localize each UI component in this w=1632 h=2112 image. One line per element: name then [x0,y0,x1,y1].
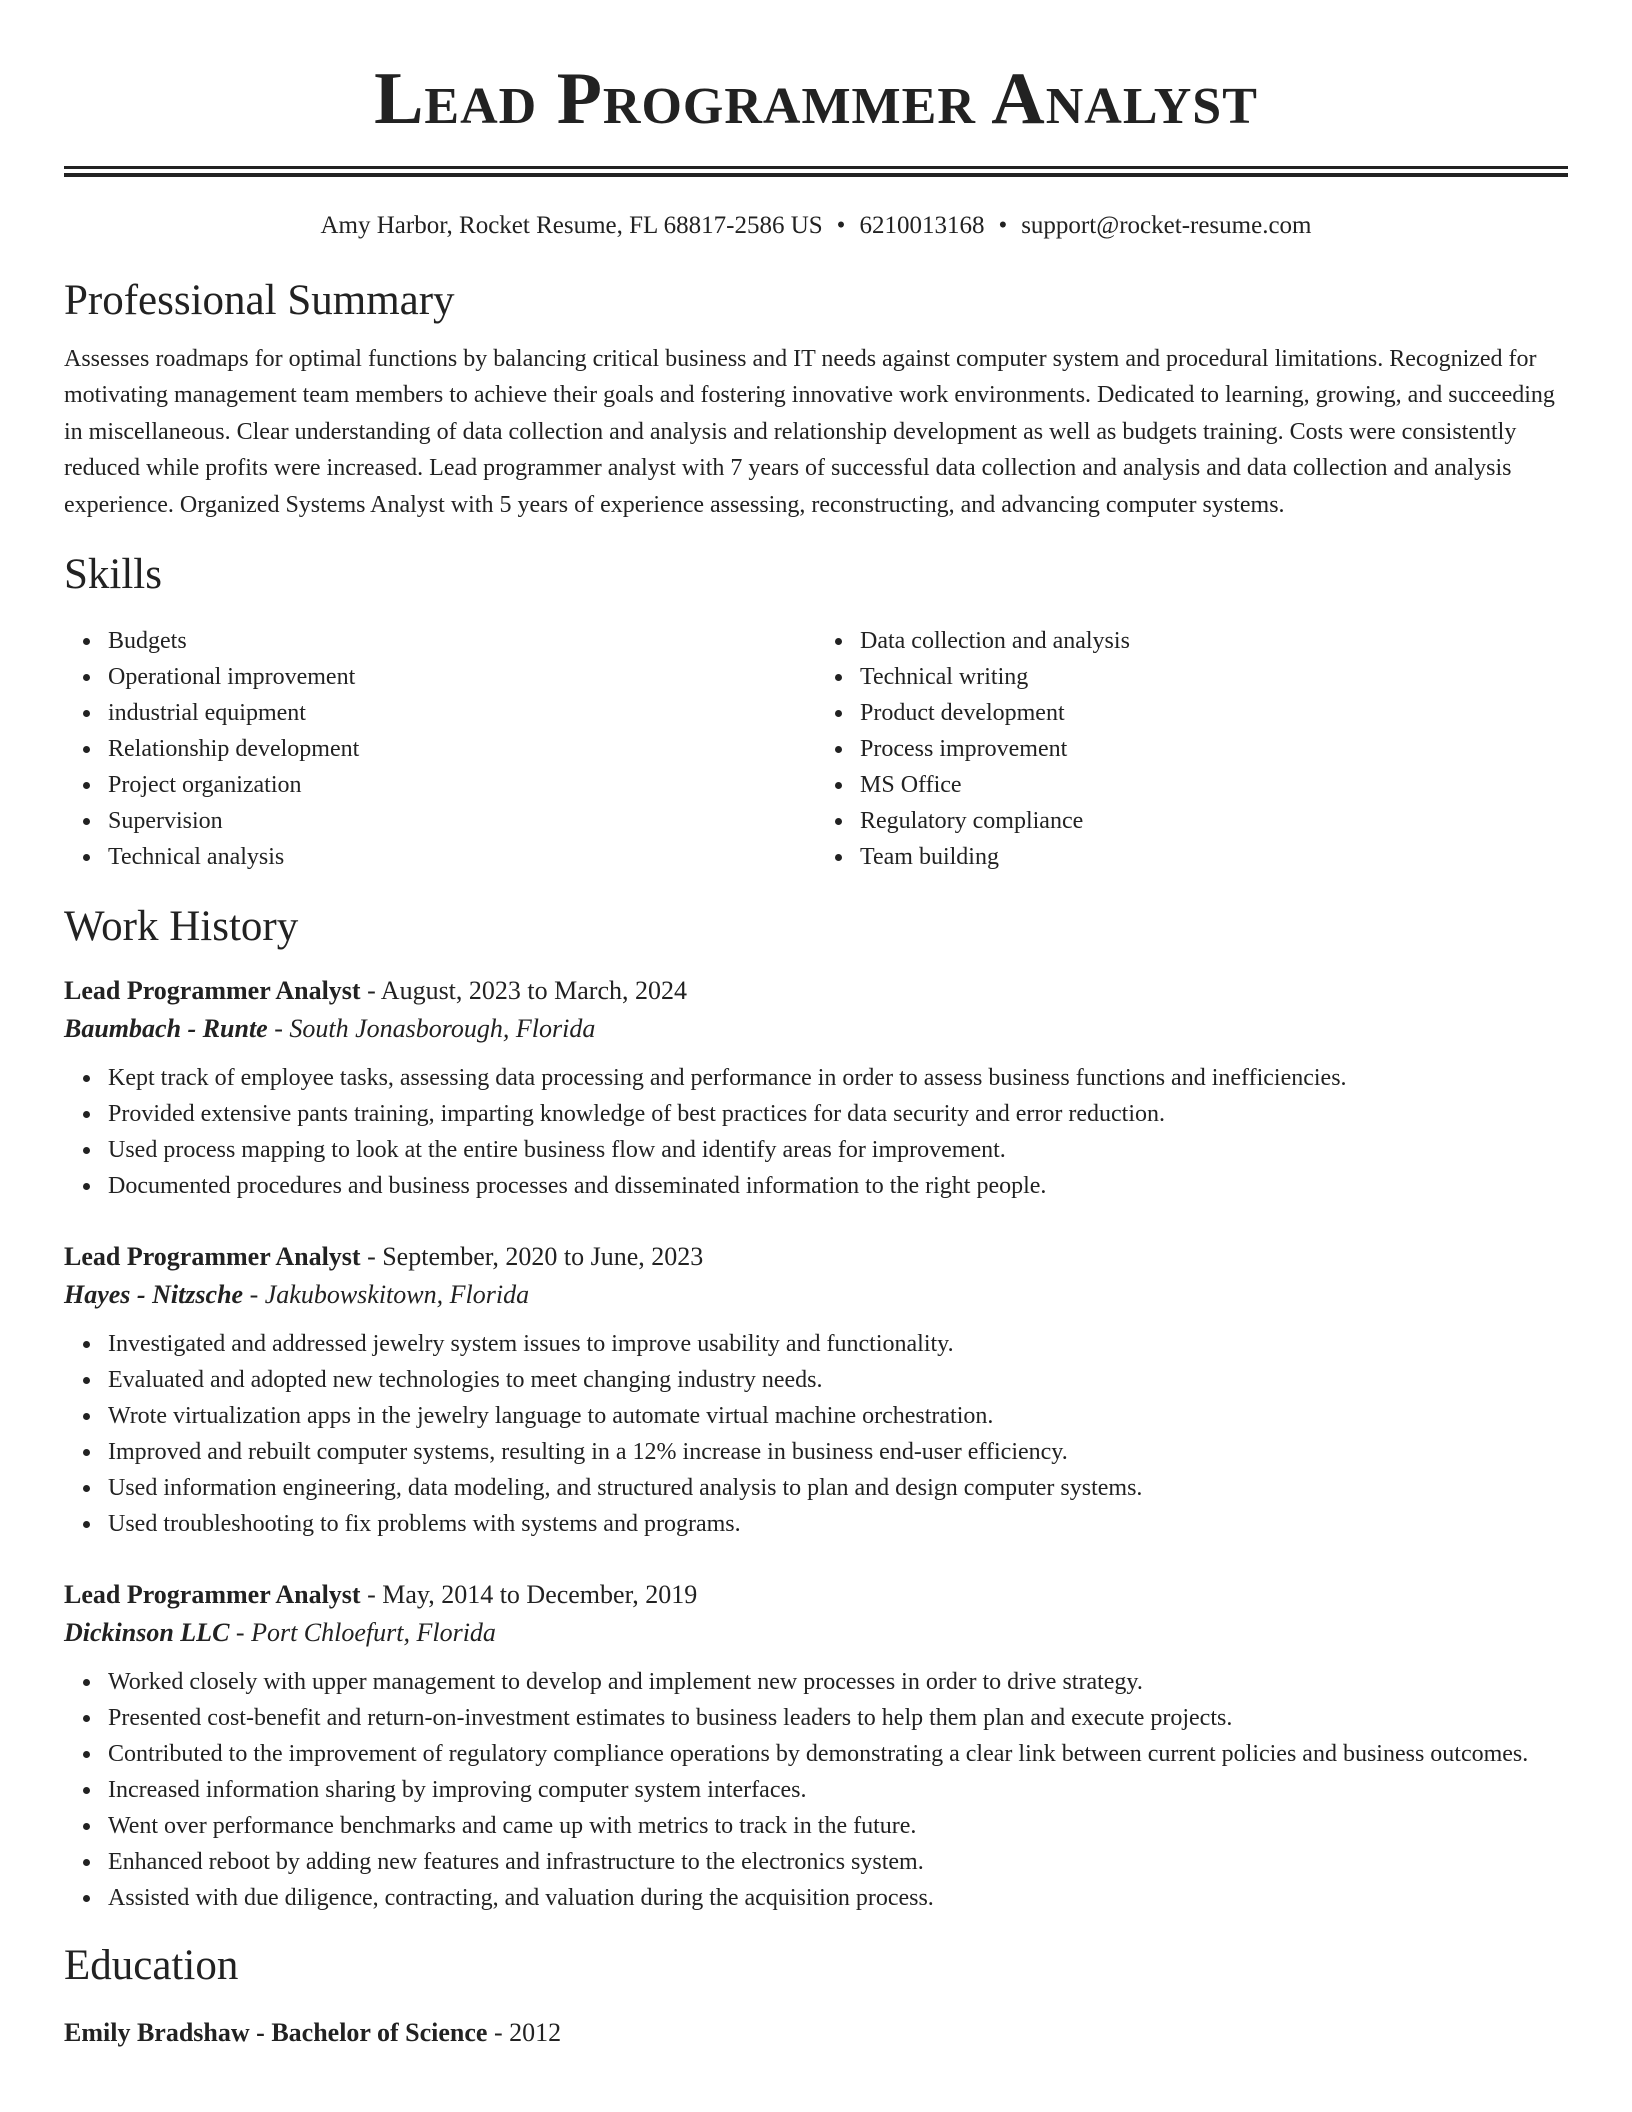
job-bullet: Provided extensive pants training, imparting knowledge of best practices for data security and error reduction. [108,1096,1568,1132]
job-company: Baumbach - Runte [64,1014,268,1044]
skill-item: Supervision [108,803,816,839]
skill-item: Process improvement [860,731,1568,767]
job-bullet: Evaluated and adopted new technologies to meet changing industry needs. [108,1362,1568,1398]
job-bullet: Presented cost-benefit and return-on-investment estimates to business leaders to help them plan and execute projects. [108,1700,1568,1736]
job-company: Dickinson LLC [64,1618,230,1648]
contact-phone: 6210013168 [859,212,985,239]
skill-item: MS Office [860,767,1568,803]
contact-address: Amy Harbor, Rocket Resume, FL 68817-2586 US [320,212,823,239]
contact-line [64,211,1568,241]
title-divider [64,166,1568,177]
skill-item: Technical analysis [108,839,816,875]
job-dates: - August, 2023 to March, 2024 [360,976,687,1006]
job-entry [64,972,1568,1204]
skill-item: Budgets [108,623,816,659]
job-company-line [64,1010,1568,1048]
skill-item: industrial equipment [108,695,816,731]
job-bullets [64,1060,1568,1204]
job-bullet: Worked closely with upper management to develop and implement new processes in order to drive strategy. [108,1664,1568,1700]
job-title: Lead Programmer Analyst [64,1580,361,1610]
job-entry [64,1238,1568,1542]
job-bullet: Documented procedures and business processes and disseminated information to the right people. [108,1168,1568,1204]
skill-item: Operational improvement [108,659,816,695]
job-bullet: Enhanced reboot by adding new features and infrastructure to the electronics system. [108,1844,1568,1880]
job-company: Hayes - Nitzsche [64,1280,244,1310]
summary-heading: Professional Summary [64,277,455,324]
job-entry [64,1576,1568,1916]
skills-left-column [64,623,816,875]
job-title-line [64,972,1568,1010]
job-title-line [64,1576,1568,1614]
job-company-line [64,1276,1568,1314]
education-section [64,1940,1568,2052]
job-bullets [64,1326,1568,1542]
education-year: 2012 [509,2017,562,2047]
skills-right-column [816,623,1568,875]
contact-separator: • [836,212,846,239]
skill-item: Relationship development [108,731,816,767]
contact-separator: • [998,212,1008,239]
job-bullet: Assisted with due diligence, contracting, and valuation during the acquisition process. [108,1880,1568,1916]
job-location: - Jakubowskitown, Florida [243,1280,530,1310]
skill-item: Team building [860,839,1568,875]
job-bullet: Used troubleshooting to fix problems with systems and programs. [108,1506,1568,1542]
job-company-line [64,1614,1568,1652]
job-bullet: Wrote virtualization apps in the jewelry language to automate virtual machine orchestration. [108,1398,1568,1434]
job-bullet: Kept track of employee tasks, assessing data processing and performance in order to assess business functions and inefficiencies. [108,1060,1568,1096]
skills-columns [64,623,1568,875]
job-location: - Port Chloefurt, Florida [229,1618,496,1648]
job-bullets [64,1664,1568,1916]
work-history-section [64,901,1568,1917]
job-bullet: Increased information sharing by improving computer system interfaces. [108,1772,1568,1808]
skills-section [64,549,1568,875]
skill-item: Technical writing [860,659,1568,695]
skill-item: Project organization [108,767,816,803]
job-bullet: Contributed to the improvement of regulatory compliance operations by demonstrating a clear link between current policies and business outcomes. [108,1736,1568,1772]
resume-title: Lead Programmer Analyst [374,58,1258,140]
job-bullet: Used process mapping to look at the entire business flow and identify areas for improvement. [108,1132,1568,1168]
job-location: - South Jonasborough, Florida [267,1014,596,1044]
education-degree: Bachelor of Science [271,2017,488,2047]
job-dates: - September, 2020 to June, 2023 [360,1242,704,1272]
education-school: Emily Bradshaw [64,2017,250,2047]
skill-item: Regulatory compliance [860,803,1568,839]
work-history-heading: Work History [64,902,299,950]
job-bullet: Used information engineering, data modeling, and structured analysis to plan and design computer systems. [108,1470,1568,1506]
skill-item: Data collection and analysis [860,623,1568,659]
job-dates: - May, 2014 to December, 2019 [360,1580,698,1610]
education-heading: Education [64,1942,239,1990]
skill-item: Product development [860,695,1568,731]
job-bullet: Went over performance benchmarks and came up with metrics to track in the future. [108,1808,1568,1844]
job-title-line [64,1238,1568,1276]
contact-email: support@rocket-resume.com [1021,212,1312,239]
professional-summary-section [64,275,1568,523]
job-title: Lead Programmer Analyst [64,976,361,1006]
job-title: Lead Programmer Analyst [64,1242,361,1272]
education-entry: Emily Bradshaw - Bachelor of Science - 2012 [64,2017,562,2047]
skills-heading: Skills [64,551,162,599]
job-bullet: Improved and rebuilt computer systems, resulting in a 12% increase in business end-user efficiency. [108,1434,1568,1470]
summary-text: Assesses roadmaps for optimal functions by balancing critical business and IT needs against computer system and procedural limitations. Recognized for motivating management team members to achieve their goals and fostering innovative work environments. Dedicated to learning, growing, and succeeding in miscellaneous. Clear understanding of data collection and analysis and relationship development as well as budgets training. Costs were consistently reduced while profits were increased. Lead programmer analyst with 7 years of successful data collection and analysis and data collection and analysis experience. Organized Systems Analyst with 5 years of experience assessing, reconstructing, and advancing computer systems. [64,345,1555,518]
job-bullet: Investigated and addressed jewelry system issues to improve usability and functionality. [108,1326,1568,1362]
